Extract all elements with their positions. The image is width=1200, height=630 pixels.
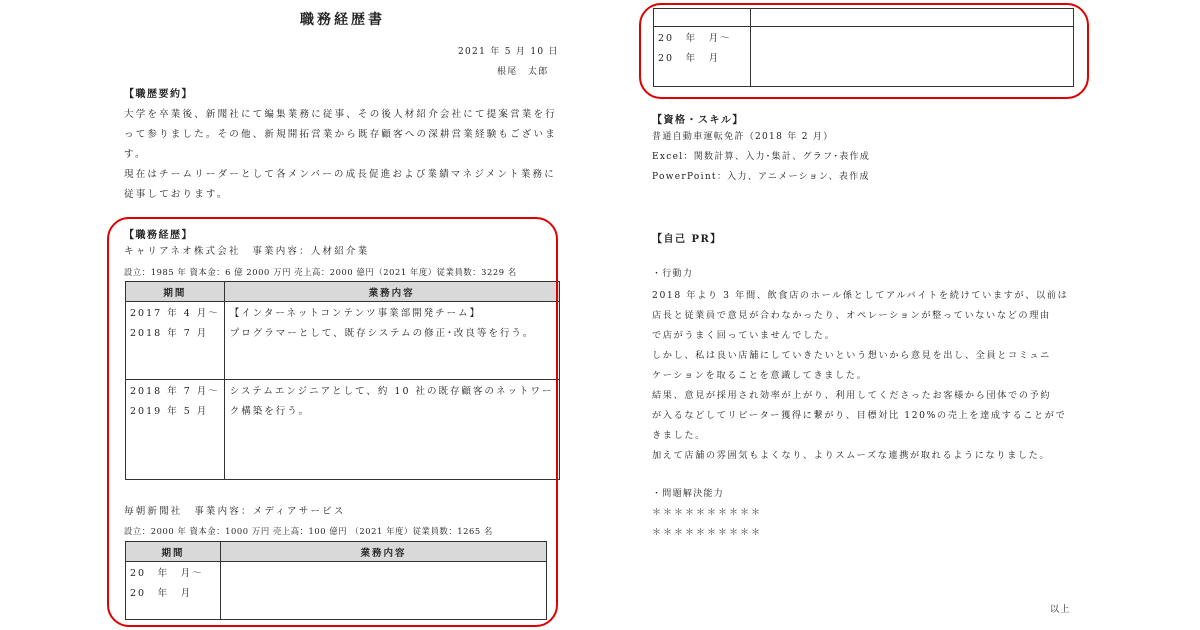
company1-info-line: 設立：1985 年 資本金：6 億 2000 万円 売上高：2000 億円（2021 年度）従業員数：3229 名 <box>124 267 517 277</box>
summary-line: 現在はチームリーダーとして各メンバーの成長促進および業績マネジメント業務に <box>124 169 556 180</box>
end-mark: 以上 <box>1050 605 1071 615</box>
skill-line: Excel：関数計算、入力･集計、グラフ･表作成 <box>652 152 871 162</box>
summary-line: 大学を卒業後、新聞社にて編集業務に従事、その後人材紹介会社にて提案営業を行 <box>124 109 557 120</box>
pr-line: 加えて店舗の雰囲気もよくなり、よりスムーズな連携が取れるようになりました。 <box>652 450 1051 461</box>
summary-line: す。 <box>124 149 147 160</box>
company1-name-line: キャリアネオ株式会社 事業内容：人材紹介業 <box>124 246 370 257</box>
period-start: 20 年 月～ <box>130 568 204 579</box>
placeholder-stars: ＊＊＊＊＊＊＊＊＊＊ <box>652 508 763 518</box>
pr-subheading: ・問題解決能力 <box>652 489 725 499</box>
period-end: 20 年 月 <box>658 53 721 64</box>
pr-heading: 【自己 PR】 <box>652 234 722 245</box>
pr-line: で店がうまく回っていませんでした。 <box>652 330 836 341</box>
pr-line: ケーションを取ることを意識してきました。 <box>652 370 868 381</box>
document-date: 2021 年 5 月 10 日 <box>458 47 559 57</box>
work-line: 【インターネットコンテンツ事業部開発チーム】 <box>229 308 482 319</box>
period-end: 2019 年 5 月 <box>130 406 209 417</box>
summary-line: って参りました。その他、新規開拓営業から既存顧客への深耕営業経験もございま <box>124 129 557 140</box>
pr-line: 結果、意見が採用され効率が上がり、利用してくださったお客様から団体での予約 <box>652 390 1052 401</box>
col-work-header: 業務内容 <box>224 282 559 302</box>
skill-line: 普通自動車運転免許（2018 年 2 月） <box>652 132 834 142</box>
pr-line: 店長と従業員で意見が合わなかったり、オペレーションが整っていないなどの理由 <box>652 310 1051 321</box>
col-work-header: 業務内容 <box>221 542 547 562</box>
summary-heading: 【職歴要約】 <box>124 89 193 100</box>
pr-line: しかし、私は良い店舗にしていきたいという想いから意見を出し、全員とコミュニ <box>652 350 1051 361</box>
work-line: ク構築を行う。 <box>229 406 311 417</box>
col-period-header: 期間 <box>126 542 221 562</box>
highlight-frame-left <box>107 217 558 627</box>
work-line: システムエンジニアとして、約 10 社の既存顧客のネットワー <box>229 386 554 397</box>
skill-line: PowerPoint：入力、アニメーション、表作成 <box>652 172 870 182</box>
period-start: 20 年 月～ <box>658 33 732 44</box>
author-name: 根尾 太郎 <box>497 67 549 77</box>
pr-line: 2018 年より 3 年間、飲食店のホール係としてアルバイトを続けていますが、以前は <box>652 290 1069 301</box>
history-heading: 【職務経歴】 <box>124 230 193 241</box>
work-line: プログラマーとして、既存システムの修正･改良等を行う。 <box>229 328 535 339</box>
pr-line: が入るなどしてリピーター獲得に繋がり、目標対比 120%の売上を達成することがで <box>652 410 1067 421</box>
pr-line: きました。 <box>652 430 706 441</box>
col-period-header: 期間 <box>126 282 225 302</box>
highlight-frame-right <box>639 3 1089 99</box>
period-end: 2018 年 7 月 <box>130 328 209 339</box>
placeholder-stars: ＊＊＊＊＊＊＊＊＊＊ <box>652 528 763 538</box>
company2-info-line: 設立：2000 年 資本金：1000 万円 売上高：100 億円 （2021 年度）従業員数：1265 名 <box>124 526 493 536</box>
document-title: 職務経歴書 <box>300 12 385 28</box>
period-end: 20 年 月 <box>130 588 193 599</box>
period-start: 2018 年 7 月～ <box>130 386 220 397</box>
period-start: 2017 年 4 月～ <box>130 308 220 319</box>
company2-name-line: 毎朝新聞社 事業内容：メディアサービス <box>124 506 346 517</box>
skills-heading: 【資格・スキル】 <box>652 115 744 126</box>
summary-line: 従事しております。 <box>124 189 229 200</box>
pr-subheading: ・行動力 <box>652 269 694 279</box>
